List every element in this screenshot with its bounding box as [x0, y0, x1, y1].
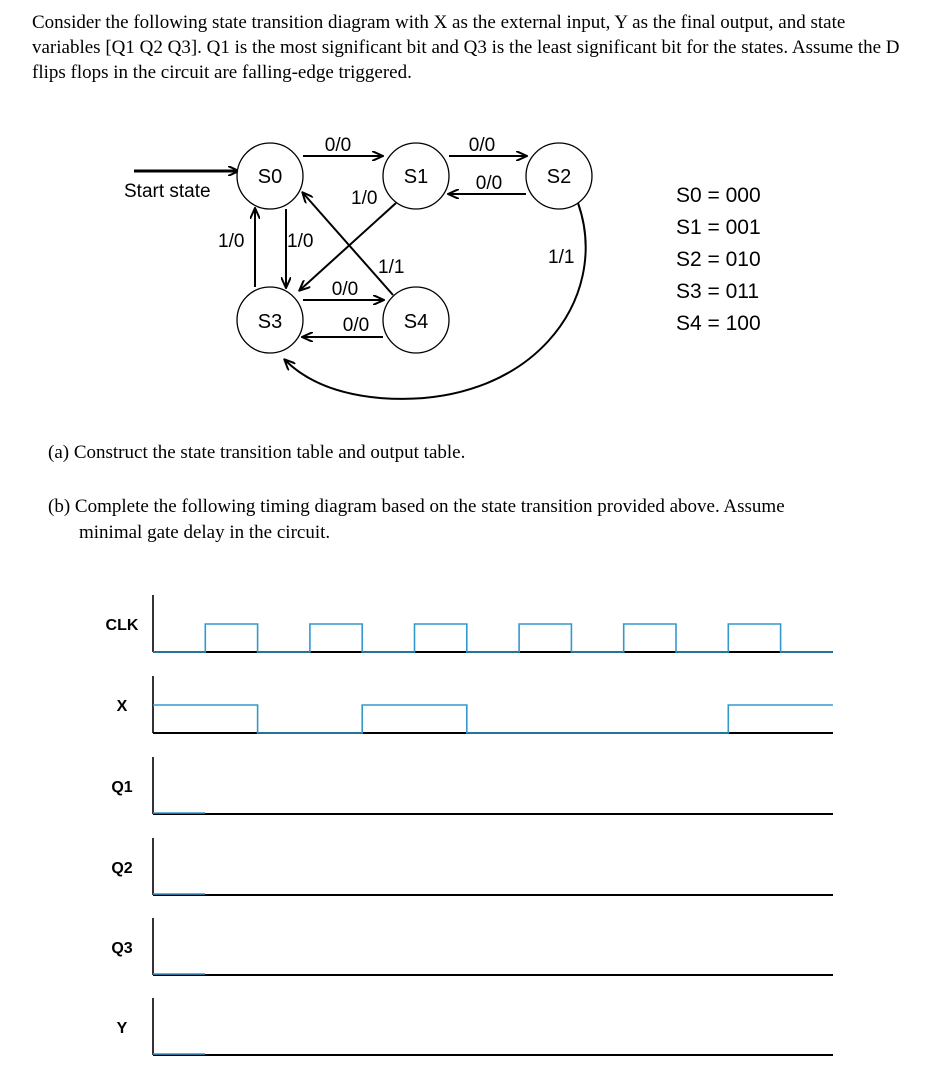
state-s1-label: S1	[403, 166, 429, 188]
signal-label-clk: CLK	[105, 617, 139, 634]
x-waveform	[153, 705, 833, 733]
label-s3-s0: 1/0	[218, 231, 245, 252]
label-s3-s4: 0/0	[331, 279, 359, 300]
encoding-s2: S2 = 010	[676, 248, 761, 271]
start-label: Start state	[124, 181, 211, 202]
label-s1-s3: 1/0	[351, 188, 378, 209]
timing-diagram	[0, 570, 926, 1090]
part-b-line2: minimal gate delay in the circuit.	[79, 522, 331, 543]
state-s0-label: S0	[257, 166, 283, 188]
label-s0-s3: 1/0	[287, 231, 314, 252]
signal-label-q2: Q2	[111, 860, 133, 877]
problem-intro: Consider the following state transition diagram with X as the external input, Y as the final output, and state variables [Q1 Q2 Q3]. Q1 is the most significant bit and Q3 is the least significant bit for the states. Assume the D flips flops in the circuit are falling-edge triggered.	[32, 12, 900, 83]
encoding-s1: S1 = 001	[676, 216, 761, 239]
signal-label-x: X	[116, 698, 128, 715]
part-b-line1: (b) Complete the following timing diagram based on the state transition provided above. Assume	[48, 496, 785, 517]
label-s2-s1: 0/0	[475, 173, 503, 194]
clk-waveform	[153, 624, 833, 652]
signal-label-y: Y	[116, 1020, 128, 1037]
encoding-s4: S4 = 100	[676, 312, 761, 335]
signal-label-q3: Q3	[111, 940, 133, 957]
part-b-text	[48, 494, 898, 546]
signal-label-q1: Q1	[111, 779, 133, 796]
label-s0-s1: 0/0	[324, 135, 352, 156]
state-diagram	[0, 0, 926, 430]
label-s1-s2: 0/0	[468, 135, 496, 156]
part-a-text: (a) Construct the state transition table and output table.	[48, 442, 466, 463]
label-s2-s3: 1/1	[548, 247, 575, 268]
state-s2-label: S2	[546, 166, 572, 188]
encoding-s3: S3 = 011	[676, 280, 760, 303]
encoding-s0: S0 = 000	[676, 184, 761, 207]
label-s4-s3: 0/0	[342, 315, 370, 336]
state-s3-label: S3	[257, 311, 283, 333]
label-s4-s1: 1/1	[378, 257, 405, 278]
state-s4-label: S4	[403, 311, 429, 333]
